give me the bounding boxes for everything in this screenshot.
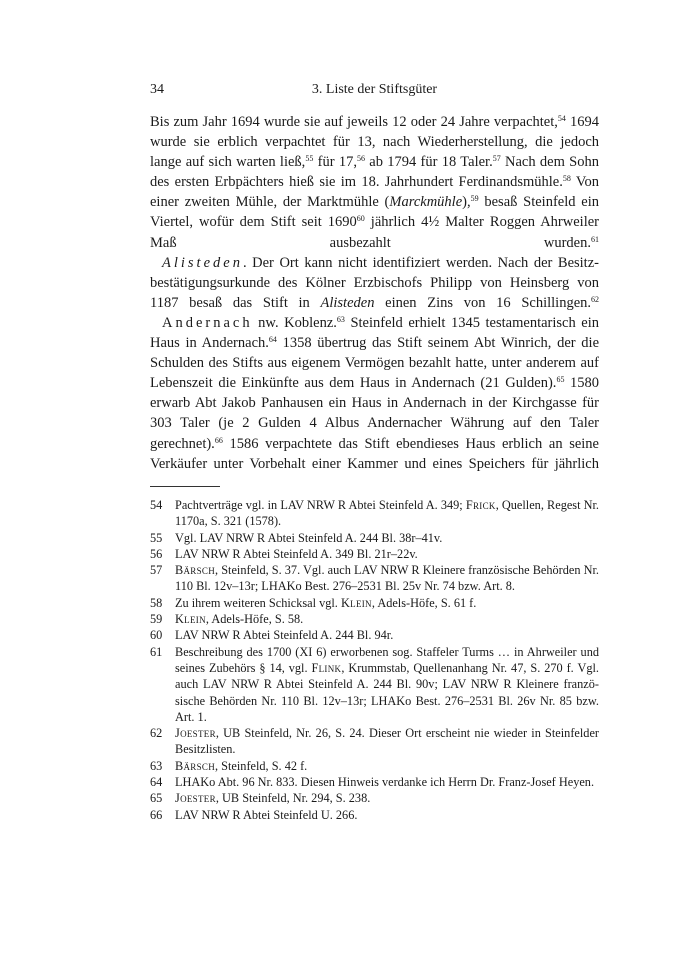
page-header xyxy=(150,82,599,102)
footnote-number: 62 xyxy=(150,726,163,741)
footnote-60 xyxy=(150,627,599,643)
footnote-text xyxy=(175,497,599,530)
text-segment: besaß Steinfeld ein Viertel, wofür dem Stift seit 1690 xyxy=(150,194,599,231)
author-name: Bärsch xyxy=(175,563,216,578)
footnote-number: 61 xyxy=(150,644,163,659)
text-segment: Bis zum Jahr 1694 wurde sie auf jeweils 12 oder 24 Jahre verpachtet, xyxy=(150,114,558,130)
footnote-number: 57 xyxy=(150,563,163,578)
author-name: Bärsch xyxy=(175,758,216,773)
footnote-number: 59 xyxy=(150,612,163,627)
running-title: 3. Liste der Stiftsgüter xyxy=(311,82,438,97)
author-name: Frick xyxy=(465,498,496,512)
footnote-text xyxy=(175,562,599,595)
paragraph-alisteden xyxy=(150,253,599,313)
footnote-56 xyxy=(150,546,599,562)
text-segment: jährlich 4½ Malter Roggen Ahrweiler Maß ausbezahlt wurden. xyxy=(150,214,599,251)
footnote-text-part: LHAKo Abt. 96 Nr. 833. Diesen Hinweis verdanke ich Herrn Dr. Franz-Josef Heyen. xyxy=(175,775,595,790)
footnote-58 xyxy=(150,595,599,611)
text-segment: ), xyxy=(462,194,471,211)
footnote-text-part: , UB Steinfeld, Nr. 26, S. 24. Dieser Ort erscheint nie wieder in Steinfelder Besitzlisten. xyxy=(175,726,599,757)
footnote-text-part: , Adels-Höfe, S. 58. xyxy=(205,612,304,627)
footnote-text-part: Vgl. LAV NRW R Abtei Steinfeld A. 244 Bl. 38r–41v. xyxy=(175,530,443,545)
place-heading: Alisteden xyxy=(162,254,243,271)
footnote-ref-63[interactable]: 63 xyxy=(336,314,345,324)
footnote-ref-60[interactable]: 60 xyxy=(356,214,365,224)
place-heading: Andernach xyxy=(162,314,253,331)
text-segment: 1586 verpachtete das Stift ebendieses Haus erblich an seine Verkäufer unter Vorbehalt einer Kammer und eines Speichers für jährlich xyxy=(150,435,599,472)
footnote-number: 64 xyxy=(150,775,163,790)
footnote-text-part: , Adels-Höfe, S. 61 f. xyxy=(371,595,477,610)
footnote-number: 54 xyxy=(150,498,163,512)
footnote-66 xyxy=(150,807,599,823)
italic-term: Alisteden xyxy=(320,294,375,311)
footnote-ref-64[interactable]: 64 xyxy=(268,335,277,345)
footnote-text xyxy=(175,774,599,790)
text-segment: 1694 wurde sie erblich verpachtet für 13, nach Wiederherstellung, die jedoch lange auf sich warten ließ, xyxy=(150,114,600,171)
footnote-63 xyxy=(150,758,599,774)
footnote-57 xyxy=(150,562,599,595)
footnote-text xyxy=(175,758,599,774)
footnote-text xyxy=(175,644,599,725)
text-segment: Steinfeld erhielt 1345 testamentarisch ein Haus in Andernach. xyxy=(150,314,599,352)
author-name: Klein xyxy=(175,612,206,627)
footnote-text xyxy=(175,627,599,643)
footnote-text xyxy=(175,595,599,611)
author-name: Joester xyxy=(175,726,216,741)
footnote-ref-59[interactable]: 59 xyxy=(470,194,479,204)
italic-term: Marckmühle xyxy=(389,194,463,211)
text-segment: einen Zins von 16 Schillingen. xyxy=(374,294,592,311)
footnote-ref-62[interactable]: 62 xyxy=(591,294,600,304)
footnote-55 xyxy=(150,530,599,546)
paragraph-andernach xyxy=(150,313,599,474)
footnote-text xyxy=(175,725,599,758)
footnote-54 xyxy=(150,497,599,530)
text-segment: . Der Ort kann nicht identifiziert werden. Nach der Besitzbestätigungsurkunde des Kölner Erzbischofs Philipp von Heinsberg von 1187 besaß das Stift in xyxy=(150,254,599,311)
footnote-ref-54[interactable]: 54 xyxy=(557,114,566,123)
footnotes xyxy=(150,497,599,823)
text-segment: für 17, xyxy=(313,154,357,171)
footnote-number: 66 xyxy=(150,807,163,822)
footnote-text xyxy=(175,530,599,546)
author-name: Joester xyxy=(175,791,216,806)
footnote-61 xyxy=(150,644,599,725)
footnote-separator xyxy=(150,486,220,487)
footnote-text-part: LAV NRW R Abtei Steinfeld A. 244 Bl. 94r. xyxy=(175,628,394,643)
footnote-text-part: LAV NRW R Abtei Steinfeld U. 266. xyxy=(175,807,358,822)
footnote-number: 60 xyxy=(150,628,163,643)
paragraph-muehle xyxy=(150,112,599,253)
footnote-number: 55 xyxy=(150,530,163,545)
footnote-ref-55[interactable]: 55 xyxy=(305,154,314,164)
footnote-64 xyxy=(150,774,599,790)
footnote-text-part: , Steinfeld, S. 42 f. xyxy=(215,758,308,773)
footnote-text-part: Zu ihrem weiteren Schicksal vgl. xyxy=(175,595,341,610)
author-name: Klein xyxy=(340,595,372,610)
body-text xyxy=(150,112,599,474)
footnote-ref-66[interactable]: 66 xyxy=(214,435,223,445)
footnote-ref-58[interactable]: 58 xyxy=(562,174,571,184)
footnote-ref-61[interactable]: 61 xyxy=(591,234,599,244)
author-name: Flink xyxy=(311,660,342,675)
footnote-text-part: , Quellen, Regest Nr. 1170a, S. 321 (1578). xyxy=(175,498,599,529)
footnote-text-part: , Krummstab, Quellenanhang Nr. 47, S. 270 f. Vgl. auch LAV NRW R Abtei Steinfeld A. 244 Bl. 90v; LAV NRW R Kleinere französische Behörden Nr. 110 Bl. 12v–13r; LHAKo Best. 276–2531 Bl. 26v Nr. 85 bzw. Art. 1. xyxy=(175,660,599,724)
text-segment: 1358 übertrug das Stift seinem Abt Winrich, der die Schulden des Stifts aus eigenem Vermögen bezahlt hatte, unter anderem auf Lebenszeit die Einkünfte aus dem Haus in Andernach (21 Gulden). xyxy=(150,335,600,392)
text-segment: nw. Koblenz. xyxy=(252,314,337,331)
text-segment: ab 1794 für 18 Taler. xyxy=(364,154,493,171)
footnote-ref-56[interactable]: 56 xyxy=(356,154,365,164)
footnote-text-part: LAV NRW R Abtei Steinfeld A. 349 Bl. 21r–22v. xyxy=(175,546,418,561)
footnote-number: 58 xyxy=(150,595,163,610)
footnote-text-part: Pachtverträge vgl. in LAV NRW R Abtei Steinfeld A. 349; xyxy=(175,498,466,512)
footnote-text xyxy=(175,790,599,806)
footnote-65 xyxy=(150,790,599,806)
footnote-62 xyxy=(150,725,599,758)
footnote-text xyxy=(175,546,599,562)
footnote-number: 56 xyxy=(150,546,163,561)
footnote-ref-57[interactable]: 57 xyxy=(492,154,501,164)
page-number: 34 xyxy=(150,82,164,97)
footnote-text xyxy=(175,611,599,627)
footnote-text-part: Beschreibung des 1700 (XI 6) erworbenen sog. Staffeler Turms … in Ahrweiler und seines Zubehörs § 14, vgl. xyxy=(175,644,599,675)
text-segment: Von einer zweiten Mühle, der Marktmühle ( xyxy=(150,174,600,211)
footnote-ref-65[interactable]: 65 xyxy=(556,375,565,385)
footnote-59 xyxy=(150,611,599,627)
text-segment: 1580 erwarb Abt Jakob Panhausen ein Haus in Andernach in der Kirchgasse für 303 Taler (je 2 Gulden 4 Albus Andernacher Währung auf den Taler gerechnet). xyxy=(150,375,600,452)
footnote-text-part: , UB Steinfeld, Nr. 294, S. 238. xyxy=(215,791,371,806)
footnote-number: 65 xyxy=(150,791,163,806)
text-segment: Nach dem Sohn des ersten Erbpächters hieß sie im 18. Jahrhundert Ferdinandsmühle. xyxy=(150,154,599,191)
footnote-text-part: , Steinfeld, S. 37. Vgl. auch LAV NRW R Kleinere französische Behörden Nr. 110 Bl. 12v–13r; LHAKo Best. 276–2531 Bl. 25v Nr. 74 bzw. Art. 8. xyxy=(175,563,599,594)
footnote-text xyxy=(175,807,599,823)
footnote-number: 63 xyxy=(150,758,163,773)
